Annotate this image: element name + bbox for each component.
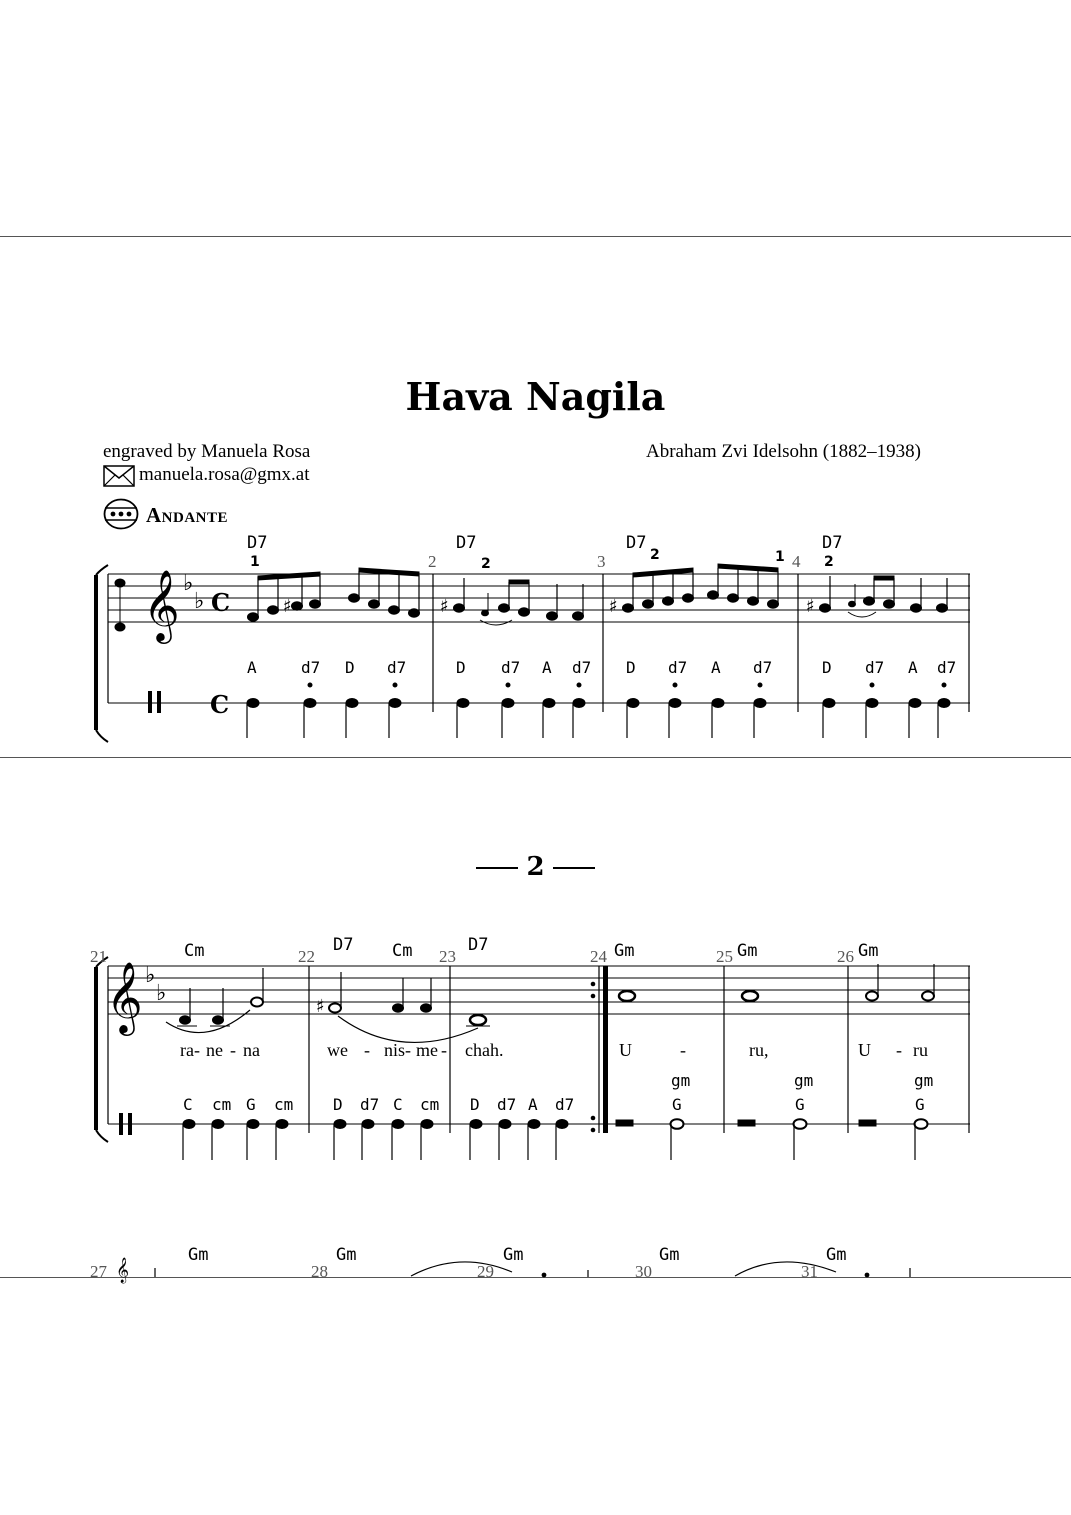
lyric: - bbox=[230, 1040, 236, 1060]
time-signature: C bbox=[211, 588, 231, 617]
svg-text:♭: ♭ bbox=[194, 589, 205, 614]
svg-text:♯: ♯ bbox=[806, 596, 815, 617]
bass-chord: D bbox=[345, 658, 355, 677]
bass-chord: d7 bbox=[668, 658, 688, 677]
lyric: - bbox=[364, 1040, 370, 1060]
chord-symbol: D7 bbox=[456, 533, 477, 553]
bass-chord: D bbox=[333, 1095, 343, 1114]
svg-text:♭: ♭ bbox=[145, 963, 156, 988]
bass-chord: A bbox=[711, 658, 721, 677]
lyric: ne bbox=[206, 1040, 223, 1060]
melody-measure-3 bbox=[609, 564, 779, 617]
tempo-marking: Andante bbox=[146, 503, 229, 527]
bass-chord: gm bbox=[914, 1071, 934, 1090]
lyric: na bbox=[243, 1040, 260, 1060]
measure-number: 22 bbox=[298, 947, 315, 966]
melody-measure-2 bbox=[440, 578, 584, 625]
svg-text:𝄞: 𝄞 bbox=[116, 1258, 130, 1283]
fingering: 2 bbox=[824, 554, 834, 570]
bass-chord: D bbox=[470, 1095, 480, 1114]
fingering: 2 bbox=[650, 547, 660, 563]
lyric: nis- bbox=[384, 1040, 411, 1060]
measure-number: 25 bbox=[716, 947, 733, 966]
bass-chord: d7 bbox=[937, 658, 957, 677]
bass-chord: C bbox=[183, 1095, 193, 1114]
fingering: 1 bbox=[775, 549, 785, 565]
bass-chord: d7 bbox=[360, 1095, 380, 1114]
chord-symbol: Gm bbox=[858, 941, 879, 961]
lyric: ru, bbox=[749, 1040, 769, 1060]
bass-chord: gm bbox=[794, 1071, 814, 1090]
chord-symbol: Gm bbox=[659, 1245, 680, 1265]
bass-chord: d7 bbox=[501, 658, 521, 677]
composer-credit: Abraham Zvi Idelsohn (1882–1938) bbox=[646, 441, 921, 462]
bass-chord: d7 bbox=[572, 658, 592, 677]
bass-chord: G bbox=[915, 1095, 925, 1114]
bass-chord: A bbox=[528, 1095, 538, 1114]
chord-symbol: Cm bbox=[184, 941, 205, 961]
incipit bbox=[115, 579, 125, 631]
bass-chord: d7 bbox=[753, 658, 773, 677]
chord-symbol: Gm bbox=[188, 1245, 209, 1265]
svg-text:♯: ♯ bbox=[440, 596, 449, 617]
chord-symbol: Gm bbox=[826, 1245, 847, 1265]
measure-number: 30 bbox=[635, 1262, 652, 1281]
lyric: me bbox=[416, 1040, 438, 1060]
melody-measure-4 bbox=[806, 576, 948, 617]
bass-chord: C bbox=[393, 1095, 403, 1114]
svg-text:♯: ♯ bbox=[316, 996, 325, 1017]
measure-number: 4 bbox=[792, 552, 801, 571]
bass-chord: D bbox=[456, 658, 466, 677]
chord-symbol: D7 bbox=[247, 533, 268, 553]
measure-number: 23 bbox=[439, 947, 456, 966]
measure-number: 26 bbox=[837, 947, 854, 966]
bass-chord: A bbox=[542, 658, 552, 677]
measure-number: 28 bbox=[311, 1262, 328, 1281]
lyric: - bbox=[896, 1040, 902, 1060]
key-signature: ♭ bbox=[183, 571, 194, 596]
lyric: U bbox=[858, 1040, 871, 1060]
page-title: Hava Nagila bbox=[405, 374, 666, 419]
lyric: chah. bbox=[465, 1040, 504, 1060]
treble-staff-2 bbox=[108, 966, 970, 1014]
bass-chord: cm bbox=[212, 1095, 232, 1114]
lyric: ra- bbox=[180, 1040, 200, 1060]
chord-symbol: D7 bbox=[468, 935, 489, 955]
lyric: we bbox=[327, 1040, 348, 1060]
chord-symbol: Cm bbox=[392, 941, 413, 961]
chord-symbol: Gm bbox=[336, 1245, 357, 1265]
lyric: U bbox=[619, 1040, 632, 1060]
bass-chord: gm bbox=[671, 1071, 691, 1090]
svg-text:𝄞: 𝄞 bbox=[106, 960, 143, 1033]
fingering: 2 bbox=[481, 556, 491, 572]
svg-text:♭: ♭ bbox=[156, 981, 167, 1006]
chord-symbol: D7 bbox=[626, 533, 647, 553]
chord-symbol: D7 bbox=[822, 533, 843, 553]
bottom-page-rule bbox=[0, 1277, 1071, 1278]
percussion-clef-icon bbox=[148, 691, 161, 713]
bass-chord: D bbox=[626, 658, 636, 677]
bass-chord: A bbox=[908, 658, 918, 677]
engraver-credit: engraved by Manuela Rosa bbox=[103, 441, 311, 462]
bass-chord: d7 bbox=[555, 1095, 575, 1114]
bass-chord: d7 bbox=[497, 1095, 517, 1114]
chord-symbol: Gm bbox=[503, 1245, 524, 1265]
bass-chord: cm bbox=[274, 1095, 294, 1114]
fingering: 1 bbox=[250, 554, 260, 570]
svg-text:C: C bbox=[210, 690, 230, 719]
measure-number: 29 bbox=[477, 1262, 494, 1281]
melody-measure-1 bbox=[248, 568, 420, 621]
treble-clef-icon: 𝄞 bbox=[143, 568, 180, 641]
bass-chord: G bbox=[795, 1095, 805, 1114]
email-link[interactable]: manuela.rosa@gmx.at bbox=[139, 464, 310, 485]
measure-number: 2 bbox=[428, 552, 437, 571]
svg-text:♯: ♯ bbox=[283, 596, 292, 617]
percussion-notes-1 bbox=[247, 683, 950, 738]
bass-chord: G bbox=[246, 1095, 256, 1114]
bass-chord: d7 bbox=[301, 658, 321, 677]
measure-number: 3 bbox=[597, 552, 606, 571]
chord-symbol: Gm bbox=[614, 941, 635, 961]
chord-symbol: Gm bbox=[737, 941, 758, 961]
measure-number: 24 bbox=[590, 947, 607, 966]
bass-chord: cm bbox=[420, 1095, 440, 1114]
measure-number: 21 bbox=[90, 947, 107, 966]
bass-chord: G bbox=[672, 1095, 682, 1114]
bass-chord: d7 bbox=[387, 658, 407, 677]
bass-chord: A bbox=[247, 658, 257, 677]
measure-number: 31 bbox=[801, 1262, 818, 1281]
bass-chord: d7 bbox=[865, 658, 885, 677]
bass-chord: D bbox=[822, 658, 832, 677]
chord-symbol: D7 bbox=[333, 935, 354, 955]
svg-text:♯: ♯ bbox=[609, 596, 618, 617]
page-number: 2 bbox=[0, 852, 1071, 882]
lyric: - bbox=[441, 1040, 447, 1060]
lyric: ru bbox=[913, 1040, 928, 1060]
treble-staff-1 bbox=[108, 574, 970, 622]
lyric: - bbox=[680, 1040, 686, 1060]
measure-number: 27 bbox=[90, 1262, 107, 1281]
